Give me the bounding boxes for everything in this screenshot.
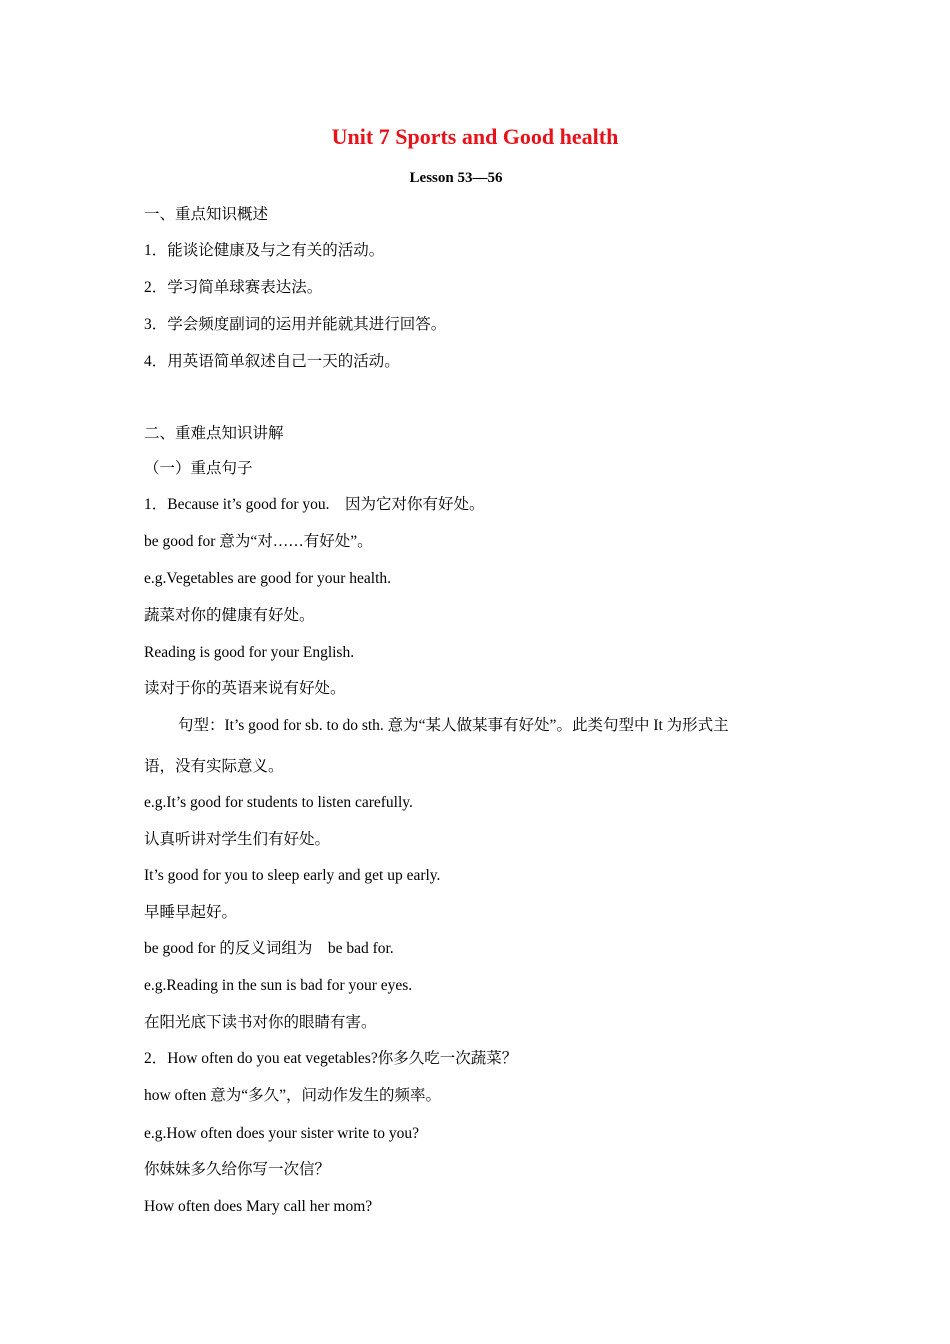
example-line: How often does Mary call her mom?: [144, 1198, 373, 1215]
translation-line: 读对于你的英语来说有好处。: [144, 680, 346, 697]
overview-item-2: 2．学习简单球赛表达法。: [144, 279, 323, 296]
text-line: be good for 意为“对……有好处”。: [144, 533, 373, 550]
translation-line: 在阳光底下读书对你的眼睛有害。: [144, 1014, 377, 1031]
sentence-1: 1．Because it’s good for you. 因为它对你有好处。: [144, 496, 485, 513]
pattern-explanation: 句型：It’s good for sb. to do sth. 意为“某人做某事有好处”。此类句型中 It 为形式主: [178, 717, 729, 734]
pattern-explanation-continued: 语，没有实际意义。: [144, 758, 284, 775]
example-line: e.g.Vegetables are good for your health.: [144, 570, 392, 587]
sentence-2: 2．How often do you eat vegetables?你多久吃一次蔬菜？: [144, 1050, 518, 1067]
subsection-heading-sentences: （一）重点句子: [144, 460, 253, 477]
text-line: be good for 的反义词组为 be bad for.: [144, 940, 394, 957]
text-line: how often 意为“多久”，问动作发生的频率。: [144, 1087, 442, 1104]
translation-line: 你妹妹多久给你写一次信？: [144, 1161, 331, 1178]
translation-line: 早睡早起好。: [144, 904, 238, 921]
translation-line: 认真听讲对学生们有好处。: [144, 831, 331, 848]
section-heading-explanation: 二、重难点知识讲解: [144, 425, 284, 442]
example-line: e.g.Reading in the sun is bad for your eyes.: [144, 977, 413, 994]
translation-line: 蔬菜对你的健康有好处。: [144, 607, 315, 624]
overview-item-3: 3．学会频度副词的运用并能就其进行回答。: [144, 316, 447, 333]
document-title: Unit 7 Sports and Good health: [331, 124, 619, 149]
section-heading-overview: 一、重点知识概述: [144, 206, 269, 223]
example-line: It’s good for you to sleep early and get up early.: [144, 867, 441, 884]
example-line: e.g.It’s good for students to listen carefully.: [144, 794, 413, 811]
example-line: Reading is good for your English.: [144, 644, 355, 661]
overview-item-4: 4．用英语简单叙述自己一天的活动。: [144, 353, 400, 370]
overview-item-1: 1．能谈论健康及与之有关的活动。: [144, 242, 385, 259]
lesson-subtitle: Lesson 53—56: [409, 170, 503, 186]
example-line: e.g.How often does your sister write to you?: [144, 1125, 420, 1142]
